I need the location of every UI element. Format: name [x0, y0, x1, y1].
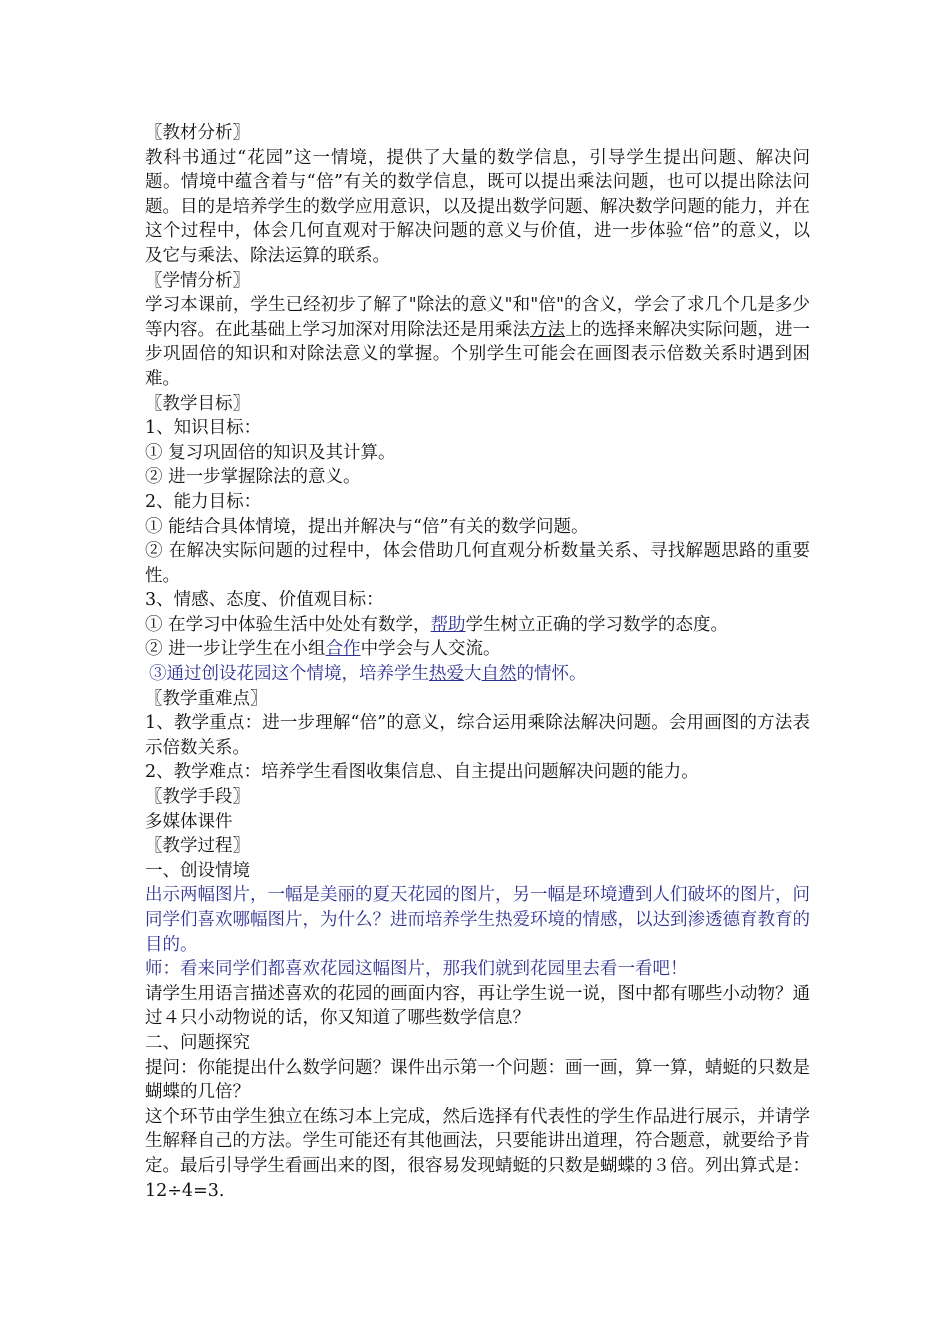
goal-emotion-item-3-text-end: 的情怀。 [516, 664, 587, 685]
process-step-1-paragraph-2: 师：看来同学们都喜欢花园这幅图片，那我们就到花园里去看一看吧！ [145, 959, 688, 980]
process-step-1-paragraph-1: 出示两幅图片，一幅是美丽的夏天花园的图片，另一幅是环境遭到人们破坏的图片，问同学们喜欢哪幅图片，为什么？进而培养学生热爱环境的情感，以达到渗透德育教育的目的。 [145, 885, 810, 955]
goal-emotion-item-2 [145, 637, 810, 662]
material-analysis-body: 教科书通过“花园”这一情境，提供了大量的数学信息，引导学生提出问题、解决问题。情境中蕴含着与“倍”有关的数学信息，既可以提出乘法问题，也可以提出除法问题。目的是培养学生的数学应用意识，以及提出数学问题、解决数学问题的能力，并在这个过程中，体会几何直观对于解决问题的意义与价值，进一步体验“倍”的意义，以及它与乘法、除法运算的联系。 [145, 147, 810, 266]
student-analysis-text-b: 上的选择来解决实际问题，进一步巩固倍的知识和对除法意义的掌握。个别学生可能会在画图表示倍数关系时遇到困难。 [145, 319, 810, 389]
goal-emotion-item-1-text: ① 在学习中体验生活中处处有数学， [145, 614, 431, 635]
goal-ability-title: 2、能力目标： [145, 491, 262, 512]
help-link[interactable]: 帮助 [430, 614, 466, 635]
section-heading-teaching-process: 〖教学过程〗 [145, 836, 250, 857]
love-link[interactable]: 热爱 [429, 664, 464, 685]
document-page [145, 121, 810, 1203]
process-step-2-paragraph-1: 提问：你能提出什么数学问题？课件出示第一个问题：画一画，算一算，蜻蜓的只数是蝴蝶的几倍？ [145, 1057, 810, 1103]
goal-knowledge-title: 1、知识目标： [145, 418, 262, 439]
goal-emotion-item-1-text-end: 学生树立正确的学习数学的态度。 [465, 614, 729, 635]
section-heading-key-points: 〖教学重难点〗 [145, 688, 268, 709]
student-analysis-text-a: 学习本课前，学生已经初步了解了"除法的意义"和"倍"的含义，学会了求几个几是多少等内容。在此基础上学习加深对用除法还是用乘法 [145, 295, 810, 340]
section-heading-material-analysis: 〖教材分析〗 [145, 123, 250, 143]
section-heading-teaching-means: 〖教学手段〗 [145, 787, 250, 808]
goal-knowledge-item-1: ① 复习巩固倍的知识及其计算。 [145, 442, 396, 463]
method-link[interactable]: 方法 [530, 319, 565, 340]
teaching-means-body: 多媒体课件 [145, 811, 233, 832]
goal-emotion-title: 3、情感、态度、价值观目标： [145, 590, 384, 611]
process-step-1-paragraph-3: 请学生用语言描述喜欢的花园的画面内容，再让学生说一说，图中都有哪些小动物？通过４只小动物说的话，你又知道了哪些数学信息？ [145, 983, 810, 1029]
process-step-1-title: 一、创设情境 [145, 860, 250, 881]
nature-link[interactable]: 自然 [481, 664, 517, 685]
key-point-1: 1、教学重点：进一步理解“倍”的意义，综合运用乘除法解决问题。会用画图的方法表示倍数关系。 [145, 713, 810, 758]
goal-ability-item-1: ① 能结合具体情境，提出并解决与“倍”有关的数学问题。 [145, 516, 589, 537]
goal-emotion-item-1 [145, 613, 810, 638]
section-heading-teaching-goals: 〖教学目标〗 [145, 393, 250, 414]
key-point-2: 2、教学难点：培养学生看图收集信息、自主提出问题解决问题的能力。 [145, 762, 699, 783]
cooperation-link[interactable]: 合作 [325, 639, 361, 660]
goal-emotion-item-2-text: ② 进一步让学生在小组 [145, 639, 326, 660]
goal-emotion-item-3 [145, 662, 810, 687]
goal-emotion-item-2-text-end: 中学会与人交流。 [360, 639, 501, 660]
goal-ability-item-2: ② 在解决实际问题的过程中，体会借助几何直观分析数量关系、寻找解题思路的重要性。 [145, 541, 810, 586]
student-analysis-body [145, 293, 810, 391]
goal-emotion-item-3-text: ③通过创设花园这个情境，培养学生 [149, 664, 429, 685]
goal-emotion-item-3-mid: 大 [464, 664, 482, 685]
section-heading-student-analysis: 〖学情分析〗 [145, 270, 250, 291]
process-step-2-paragraph-2: 这个环节由学生独立在练习本上完成，然后选择有代表性的学生作品进行展示，并请学生解释自己的方法。学生可能还有其他画法，只要能讲出道理，符合题意，就要给予肯定。最后引导学生看画出来的图，很容易发现蜻蜓的只数是蝴蝶的３倍。列出算式是：12÷4=3. [145, 1106, 810, 1201]
goal-knowledge-item-2: ② 进一步掌握除法的意义。 [145, 467, 361, 488]
process-step-2-title: 二、问题探究 [145, 1032, 250, 1053]
